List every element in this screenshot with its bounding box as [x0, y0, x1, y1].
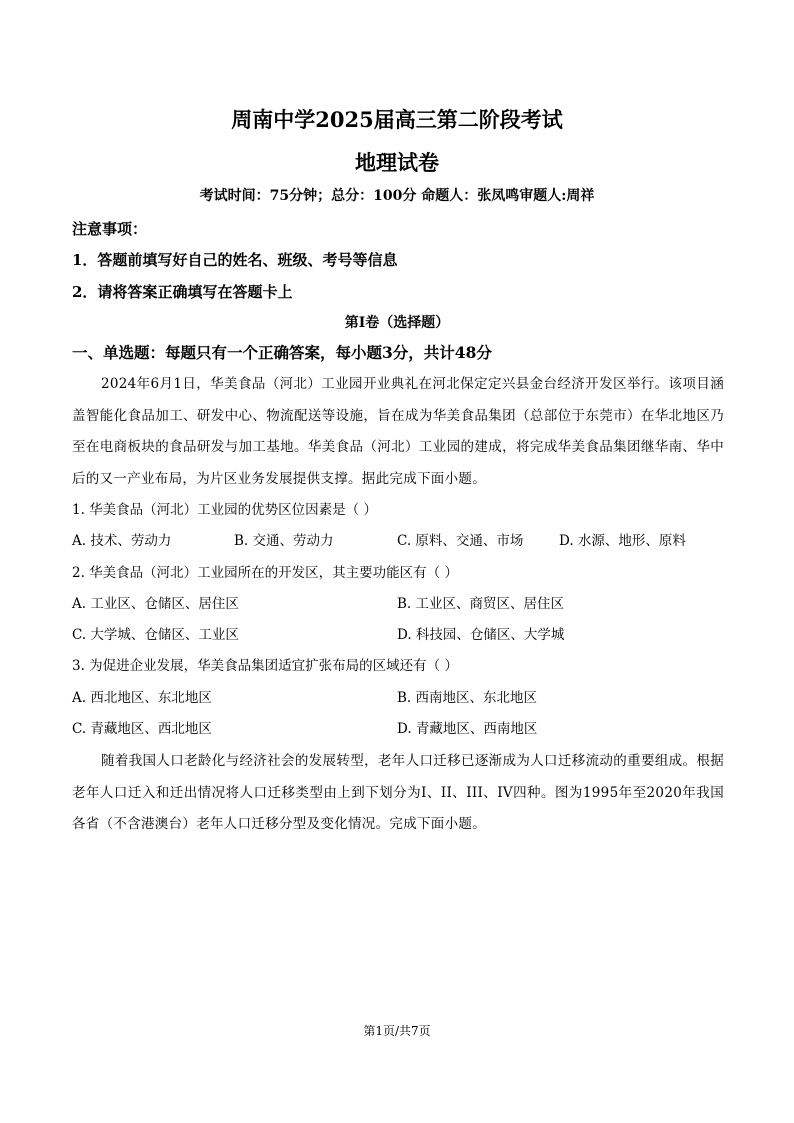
question-option: A. 工业区、仓储区、居住区 — [72, 596, 239, 612]
exam-meta: 考试时间：75分钟；总分：100分 命题人：张凤鸣审题人:周祥 — [199, 188, 595, 204]
note-item: 1．答题前填写好自己的姓名、班级、考号等信息 — [72, 251, 398, 269]
question-stem: 2. 华美食品（河北）工业园所在的开发区，其主要功能区有（ ） — [72, 565, 458, 581]
section-title: 第I卷（选择题） — [344, 315, 450, 331]
question-option: A. 技术、劳动力 — [72, 533, 172, 549]
question-option: D. 青藏地区、西南地区 — [397, 721, 538, 737]
question-stem: 1. 华美食品（河北）工业园的优势区位因素是（ ） — [72, 502, 377, 518]
exam-title: 周南中学2025届高三第二阶段考试 — [231, 107, 563, 132]
page-number: 第1页/共7页 — [363, 1024, 431, 1038]
question-stem: 3. 为促进企业发展，华美食品集团适宜扩张布局的区域还有（ ） — [72, 658, 458, 674]
question-option: C. 青藏地区、西北地区 — [72, 721, 212, 737]
question-option: D. 水源、地形、原料 — [559, 533, 686, 549]
note-item: 2．请将答案正确填写在答题卡上 — [72, 283, 293, 301]
exam-subtitle: 地理试卷 — [355, 150, 439, 175]
question-option: B. 交通、劳动力 — [234, 533, 334, 549]
passage: 随着我国人口老龄化与经济社会的发展转型，老年人口迁移已逐渐成为人口迁移流动的重要组成。根据老年人口迁入和迁出情况将人口迁移类型由上到下划分为I、II、III、IV四种。图为1995年至2020年我国各省（不含港澳台）老年人口迁移分型及变化情况。完成下面小题。 — [72, 753, 724, 832]
passage: 2024年6月1日，华美食品（河北）工业园开业典礼在河北保定定兴县金台经济开发区举行。该项目涵盖智能化食品加工、研发中心、物流配送等设施，旨在成为华美食品集团（总部位于东莞市）在华北地区乃至在电商板块的食品研发与加工基地。华美食品（河北）工业园的建成，将完成华美食品集团继华南、华中后的又一产业布局，为片区业务发展提供支撑。据此完成下面小题。 — [72, 376, 724, 487]
question-section-heading: 一、单选题：每题只有一个正确答案，每小题3分，共计48分 — [72, 343, 492, 362]
question-option: B. 工业区、商贸区、居住区 — [397, 596, 565, 612]
notes-heading: 注意事项： — [72, 220, 148, 238]
question-option: A. 西北地区、东北地区 — [72, 690, 212, 706]
question-option: C. 大学城、仓储区、工业区 — [72, 627, 239, 643]
question-option: D. 科技园、仓储区、大学城 — [397, 627, 565, 643]
question-option: C. 原料、交通、市场 — [397, 533, 524, 549]
question-option: B. 西南地区、东北地区 — [397, 690, 538, 706]
